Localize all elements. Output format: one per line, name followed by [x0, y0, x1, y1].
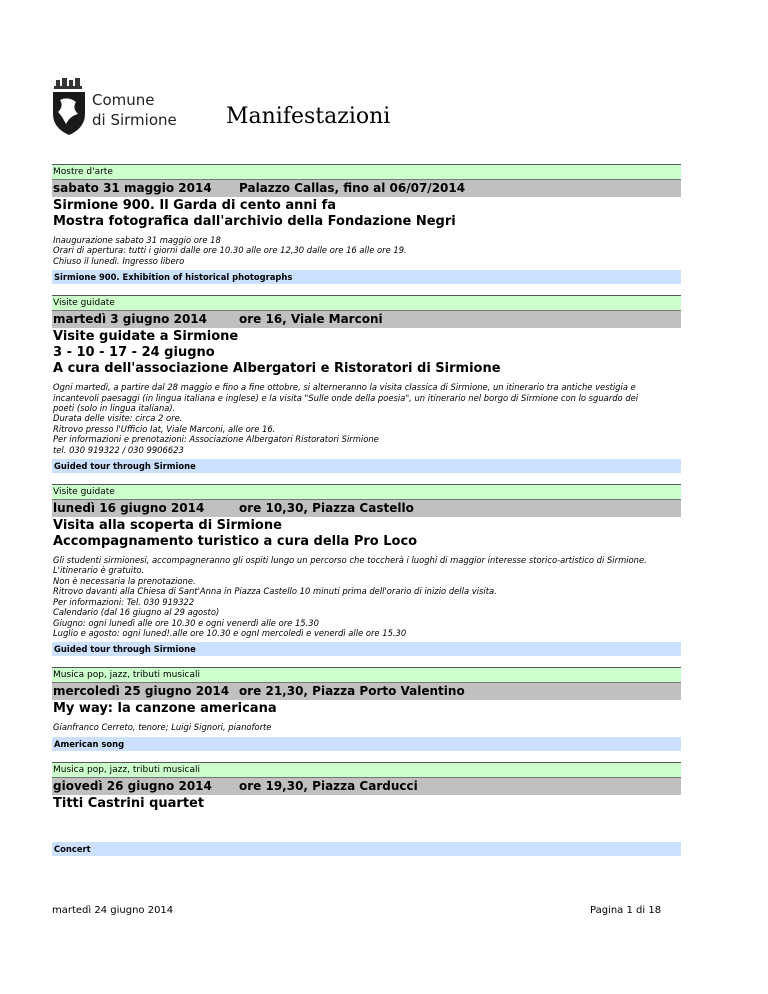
events-list	[52, 164, 681, 867]
event-category: Visite guidate	[52, 484, 681, 499]
logo-line-1: Comune	[92, 91, 155, 109]
event-description-line: Luglio e agosto: ogni luned!.alle ore 10.30 e ognI mercoledì e venerdì alle ore 15.30	[53, 627, 407, 638]
event-description	[52, 550, 681, 638]
comune-logo	[50, 78, 190, 138]
event-block	[52, 164, 681, 284]
event-category: Musica pop, jazz, tributi musicali	[52, 667, 681, 682]
event-english-title: Concert	[52, 842, 681, 856]
event-description	[52, 230, 681, 266]
logo-line-2: di Sirmione	[92, 111, 177, 129]
event-description-line: Inaugurazione sabato 31 maggio ore 18	[53, 235, 221, 245]
event-title-line: Mostra fotografica dall'archivio della Fondazione Negri	[53, 214, 456, 229]
event-place: ore 21,30, Piazza Porto Valentino	[239, 684, 465, 699]
event-description-line: incantevoli paesaggi (in lingua italiana e inglese) e la visita "Sulle onde della poesia", un itinerario nel borgo di Sirmione con lo sguardo dei	[53, 392, 639, 403]
event-block	[52, 484, 681, 656]
event-title-line: 3 - 10 - 17 - 24 giugno	[53, 345, 215, 361]
page-title: Manifestazioni	[226, 104, 391, 129]
event-title	[52, 700, 681, 717]
event-date: lunedì 16 giugno 2014	[53, 501, 205, 516]
event-date: martedì 3 giugno 2014	[53, 312, 208, 327]
event-description-line	[53, 827, 681, 837]
event-description-line: tel. 030 919322 / 030 9906623	[53, 444, 184, 455]
event-description	[52, 377, 681, 455]
event-date: giovedì 26 giugno 2014	[53, 778, 212, 793]
event-title	[52, 328, 681, 377]
event-category: Mostre d'arte	[52, 164, 681, 179]
event-description	[52, 812, 681, 838]
event-place: Palazzo Callas, fino al 06/07/2014	[239, 181, 466, 195]
event-title	[52, 517, 681, 550]
coat-of-arms-icon	[50, 78, 90, 138]
event-description-line: poeti (solo in lingua italiana).	[53, 403, 176, 414]
event-block	[52, 762, 681, 856]
event-date-row	[52, 777, 681, 795]
event-description-line	[53, 817, 681, 827]
event-title-line: Sirmione 900. Il Garda di cento anni fa	[53, 198, 337, 213]
event-date-row	[52, 499, 681, 517]
event-place: ore 19,30, Piazza Carducci	[239, 778, 418, 793]
event-block	[52, 295, 681, 473]
event-description-line: Per informazioni: Tel. 030 919322	[53, 596, 195, 607]
event-category: Musica pop, jazz, tributi musicali	[52, 762, 681, 777]
event-block	[52, 667, 681, 750]
page-header	[50, 78, 410, 138]
event-description-line: Orari di apertura: tutti i giorni dalle ore 10.30 alle ore 12,30 dalle ore 16 alle ore 19.	[53, 245, 407, 256]
event-description-line: Ritrovo presso l'Ufficio Iat, Viale Marconi, alle ore 16.	[53, 423, 276, 434]
event-description-line: Gianfranco Cerreto, tenore; Luigi Signori, pianoforte	[53, 722, 272, 733]
event-description-line: Ritrovo davanti alla Chiesa di Sant'Anna in Piazza Castello 10 minuti prima dell'orario di inizio della visita.	[53, 586, 497, 597]
event-title	[52, 197, 681, 230]
event-english-title: Guided tour through Sirmione	[52, 642, 681, 656]
logo-text	[92, 90, 177, 130]
event-date-row	[52, 310, 681, 328]
event-place: ore 16, Viale Marconi	[239, 312, 383, 327]
event-description-line: Per informazioni e prenotazioni: Associazione Albergatori Ristoratori Sirmione	[53, 434, 379, 445]
event-title-line: Titti Castrini quartet	[53, 795, 205, 811]
page-number: Pagina 1 di 18	[590, 905, 662, 916]
event-date-row	[52, 179, 681, 197]
event-description-line: Chiuso il lunedì. Ingresso libero	[53, 255, 185, 266]
event-description	[52, 717, 681, 732]
event-english-title: American song	[52, 737, 681, 751]
event-description-line: Durata delle visite: circa 2 ore.	[53, 413, 183, 424]
event-description-line: Ogni martedì, a partire dal 28 maggio e fino a fine ottobre, si alterneranno la visita classica di Sirmione, un itinerario tra antiche vestigia e	[53, 382, 636, 393]
event-title-line: A cura dell'associazione Albergatori e Ristoratori di Sirmione	[53, 361, 501, 377]
event-description-line: Gli studenti sirmionesi, accompagneranno gli ospiti lungo un percorso che toccherà i luoghi di maggior interesse storico-artistico di Sirmione.	[53, 555, 647, 566]
event-title-line: My way: la canzone americana	[53, 701, 277, 717]
event-description-line: Calendario (dal 16 giugno al 29 agosto)	[53, 607, 220, 618]
event-title-line: Accompagnamento turistico a cura della Pro Loco	[53, 534, 418, 550]
event-title	[52, 795, 681, 812]
event-date: mercoledì 25 giugno 2014	[53, 684, 230, 699]
event-date-row	[52, 682, 681, 700]
event-description-line: L'itinerario è gratuito.	[53, 565, 145, 576]
event-description-line: Giugno: ogni lunedì alle ore 10.30 e ogni venerdì alle ore 15.30	[53, 617, 319, 628]
event-description-line: Non è necessaria la prenotazione.	[53, 575, 196, 586]
event-title-line: Visite guidate a Sirmione	[53, 329, 239, 345]
event-english-title: Sirmione 900. Exhibition of historical photographs	[52, 270, 681, 284]
event-category: Visite guidate	[52, 295, 681, 310]
event-english-title: Guided tour through Sirmione	[52, 459, 681, 473]
event-title-line: Visita alla scoperta di Sirmione	[53, 518, 282, 534]
event-place: ore 10,30, Piazza Castello	[239, 501, 414, 516]
footer-date: martedì 24 giugno 2014	[52, 905, 174, 916]
event-date: sabato 31 maggio 2014	[53, 181, 212, 195]
